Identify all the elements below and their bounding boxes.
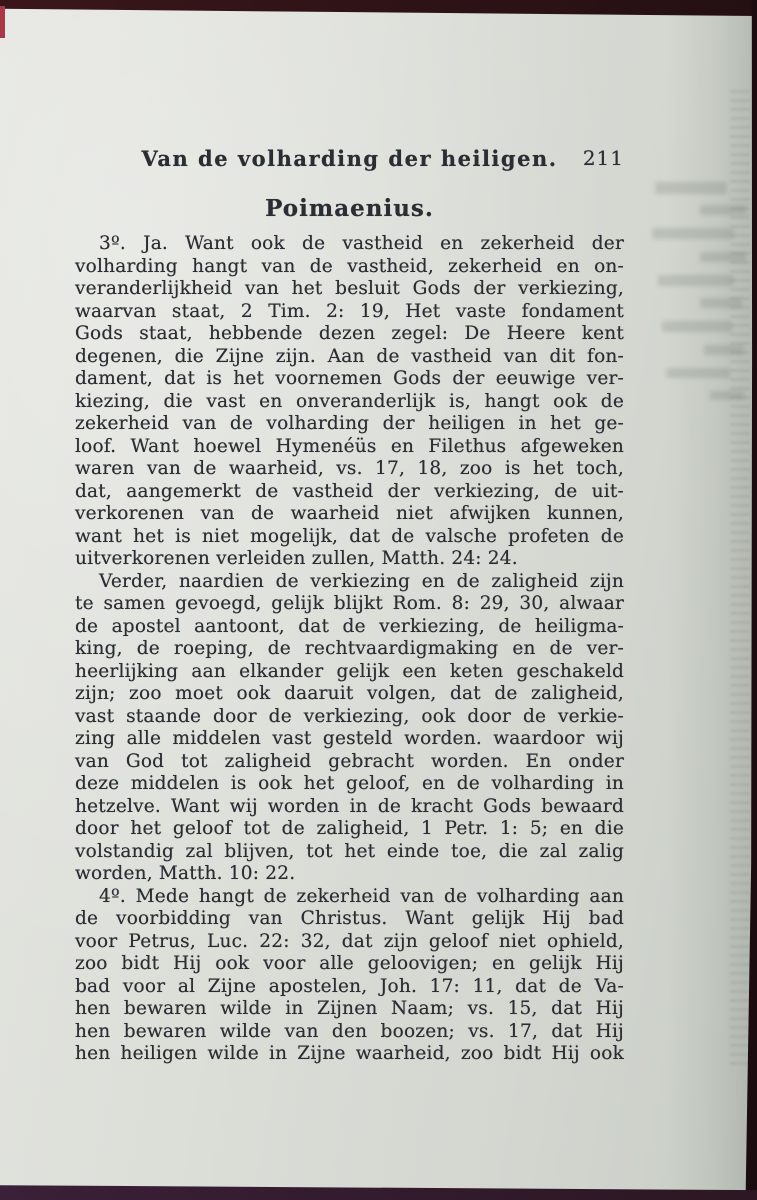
running-title: Van de volharding der heiligen. — [141, 146, 558, 171]
body-line: uitverkorenen verleiden zullen, Matth. 24: 24. — [75, 548, 518, 569]
bleedthrough-mark — [710, 391, 744, 400]
photo-edge-red-sliver — [0, 6, 5, 38]
body-line: hen bewaren wilde in Zijnen Naam; vs. 15, dat Hij — [75, 998, 624, 1019]
bleedthrough-mark — [700, 205, 746, 215]
body-line: voor Petrus, Luc. 22: 32, dat zijn geloof niet ophield, — [75, 930, 624, 952]
body-line: de apostel aantoont, dat de verkiezing, de heiligma- — [75, 615, 624, 637]
bleedthrough-mark — [704, 345, 744, 355]
body-line: waren van de waarheid, vs. 17, 18, zoo is het toch, — [75, 458, 624, 479]
bleedthrough-mark — [652, 228, 734, 239]
body-line: verkorenen van de waarheid niet afwijken kunnen, — [75, 503, 624, 524]
bleedthrough-mark — [666, 368, 730, 378]
chapter-title: Poimaenius. — [265, 195, 434, 222]
body-line: veranderlijkheid van het besluit Gods der verkiezing, — [75, 278, 624, 299]
body-line: loof. Want hoewel Hymenéüs en Filethus afgeweken — [75, 435, 624, 457]
body-line: worden, Matth. 10: 22. — [75, 863, 296, 884]
body-line: heerlijking aan elkander gelijk een keten geschakeld — [75, 660, 624, 682]
body-line: vast staande door de verkiezing, ook door de verkie- — [75, 705, 624, 727]
body-line: 3º. Ja. Want ook de vastheid en zekerheid der — [99, 233, 624, 254]
body-line: zijn; zoo moet ook daaruit volgen, dat de zaligheid, — [75, 683, 624, 704]
body-line: zekerheid van de volharding der heiligen in het ge- — [75, 413, 624, 434]
body-line: door het geloof tot de zaligheid, 1 Petr. 1: 5; en die — [75, 818, 624, 839]
body-paragraph — [75, 886, 624, 1066]
page-header — [75, 146, 624, 174]
body-line: king, de roeping, de rechtvaardigmaking en de ver- — [75, 638, 624, 659]
body-line: volharding hangt van de vastheid, zekerheid en on- — [75, 255, 624, 277]
body-line: hen heiligen wilde in Zijne waarheid, zoo bidt Hij ook — [75, 1043, 624, 1064]
body-line: deze middelen is ook het geloof, en de volharding in — [75, 773, 624, 794]
body-line: hetzelve. Want wij worden in de kracht Gods bewaard — [75, 795, 624, 817]
page-fore-edge — [730, 90, 750, 1070]
body-text — [75, 233, 624, 1066]
body-line: dat, aangemerkt de vastheid der verkiezing, de uit- — [75, 480, 624, 502]
body-line: bad voor al Zijne apostelen, Joh. 17: 11, dat de Va- — [75, 975, 624, 997]
bleedthrough-mark — [655, 182, 727, 194]
body-line: volstandig zal blijven, tot het einde toe, die zal zalig — [75, 840, 624, 862]
body-line: kiezing, die vast en onveranderlijk is, hangt ook de — [75, 390, 624, 412]
page-number: 211 — [582, 146, 624, 170]
bleedthrough-mark — [662, 321, 732, 332]
body-line: degenen, die Zijne zijn. Aan de vastheid van dit fon- — [75, 345, 624, 367]
body-line: zing alle middelen vast gesteld worden. waardoor wij — [75, 728, 624, 749]
body-line: 4º. Mede hangt de zekerheid van de volharding aan — [99, 885, 624, 907]
body-line: Verder, naardien de verkiezing en de zaligheid zijn — [99, 570, 624, 592]
body-paragraph — [75, 233, 624, 571]
body-line: van God tot zaligheid gebracht worden. En onder — [75, 750, 624, 772]
bleedthrough-mark — [700, 298, 742, 308]
bleedthrough-mark — [700, 252, 746, 262]
page-content — [75, 146, 624, 1066]
bleedthrough-mark — [658, 275, 734, 286]
body-line: hen bewaren wilde van den boozen; vs. 17, dat Hij — [75, 1020, 624, 1042]
body-line: want het is niet mogelijk, dat de valsche profeten de — [75, 525, 624, 547]
body-line: de voorbidding van Christus. Want gelijk Hij bad — [75, 908, 624, 929]
body-line: waarvan staat, 2 Tim. 2: 19, Het vaste fondament — [75, 300, 624, 322]
body-paragraph — [75, 571, 624, 886]
body-line: zoo bidt Hij ook voor alle geloovigen; en gelijk Hij — [75, 953, 624, 974]
body-line: dament, dat is het voornemen Gods der eeuwige ver- — [75, 368, 624, 389]
body-line: Gods staat, hebbende dezen zegel: De Heere kent — [75, 323, 624, 344]
body-line: te samen gevoegd, gelijk blijkt Rom. 8: 29, 30, alwaar — [75, 593, 624, 614]
